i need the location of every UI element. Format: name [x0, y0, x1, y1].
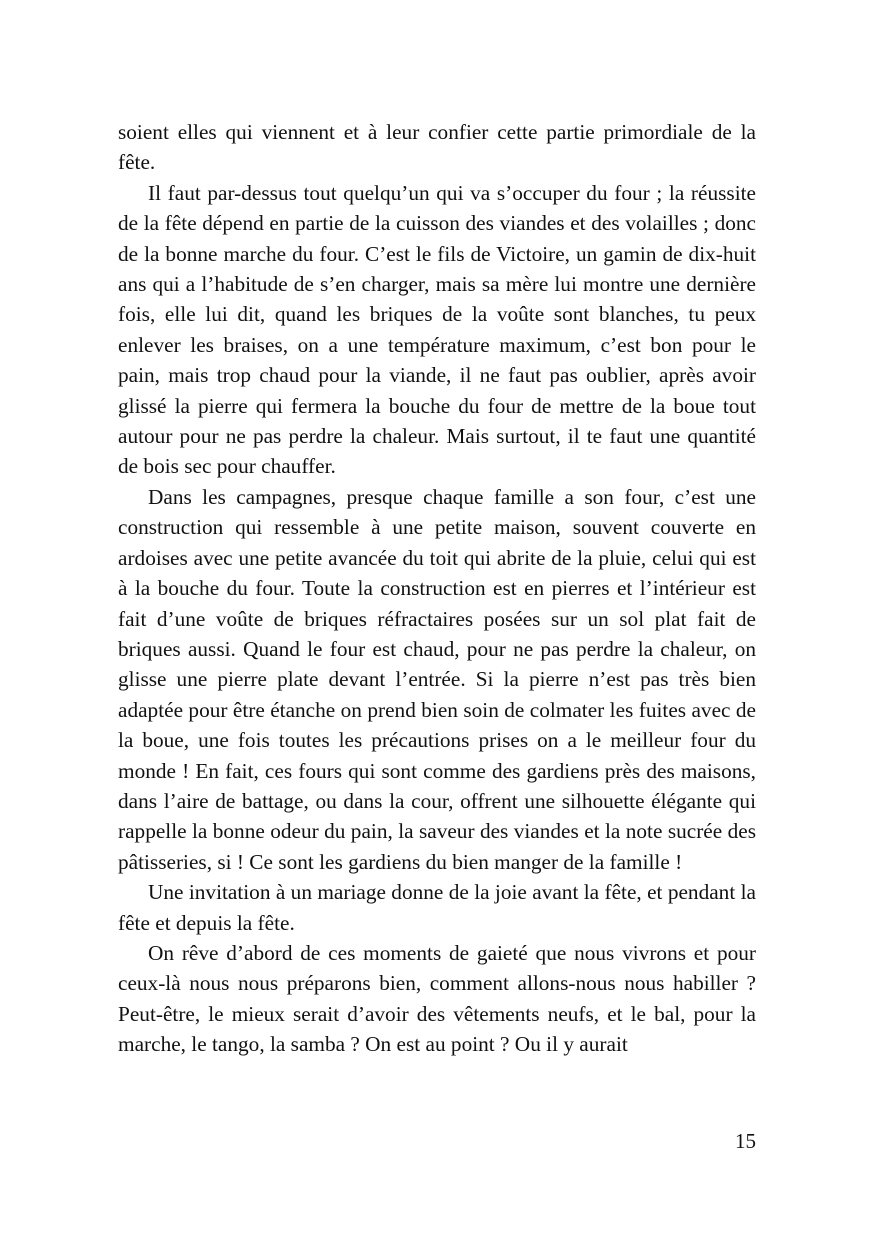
page-body: [118, 117, 756, 1060]
paragraph-oven-keeper: Il faut par-dessus tout quelqu’un qui va s’occuper du four ; la réussite de la fête dépend en partie de la cuisson des viandes et des volailles ; donc de la bonne marche du four. C’est le fils de Victoire, un gamin de dix-huit ans qui a l’habitude de s’en charger, mais sa mère lui montre une dernière fois, elle lui dit, quand les briques de la voûte sont blanches, tu peux enlever les braises, on a une température maximum, c’est bon pour le pain, mais trop chaud pour la viande, il ne faut pas oublier, après avoir glissé la pierre qui fermera la bouche du four de mettre de la boue tout autour pour ne pas perdre la chaleur. Mais surtout, il te faut une quantité de bois sec pour chauffer.: [118, 180, 756, 479]
paragraph-village-ovens: Dans les campagnes, presque chaque famille a son four, c’est une construction qui ressemble à une petite maison, souvent couverte en ardoises avec une petite avancée du toit qui abrite de la pluie, celui qui est à la bouche du four. Toute la construction est en pierres et l’intérieur est fait d’une voûte de briques réfractaires posées sur un sol plat fait de briques aussi. Quand le four est chaud, pour ne pas perdre la chaleur, on glisse une pierre plate devant l’entrée. Si la pierre n’est pas très bien adaptée pour être étanche on prend bien soin de colmater les fuites avec de la boue, une fois toutes les précautions prises on a le meilleur four du monde ! En fait, ces fours qui sont comme des gardiens près des maisons, dans l’aire de battage, ou dans la cour, offrent une silhouette élégante qui rappelle la bonne odeur du pain, la saveur des viandes et la note sucrée des pâtisseries, si ! Ce sont les gardiens du bien manger de la famille !: [118, 484, 756, 874]
page-number: 15: [735, 1129, 756, 1153]
paragraph-preparations: On rêve d’abord de ces moments de gaieté que nous vivrons et pour ceux-là nous nous préparons bien, comment allons-nous nous habiller ? Peut-être, le mieux serait d’avoir des vêtements neufs, et le bal, pour la marche, le tango, la samba ? On est au point ? Ou il y aurait: [118, 940, 756, 1057]
paragraph-continuation: soient elles qui viennent et à leur confier cette partie primordiale de la fête.: [118, 120, 756, 175]
paragraph-wedding-invitation: Une invitation à un mariage donne de la joie avant la fête, et pendant la fête et depuis la fête.: [118, 880, 756, 935]
